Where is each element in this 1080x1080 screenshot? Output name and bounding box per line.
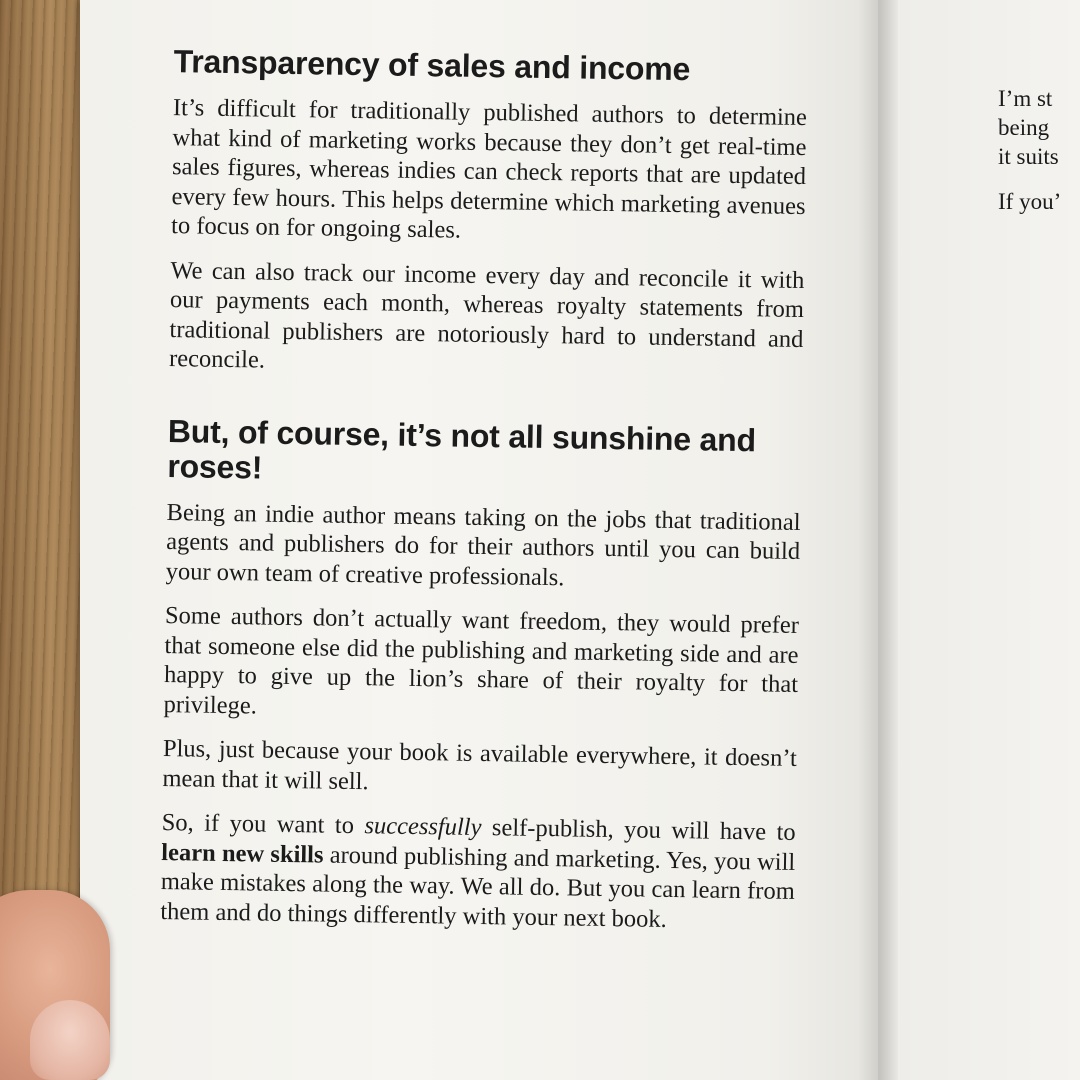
right-line-3: it suits bbox=[998, 144, 1059, 169]
paragraph-2: We can also track our income every day and reconcile it with our payments each month, whereas royalty statements from traditional publishers are notoriously hard to understand and reconcile. bbox=[168, 256, 805, 374]
book-gutter bbox=[858, 0, 898, 1080]
right-line-1: I’m st bbox=[998, 86, 1053, 111]
paragraph-6-part-3: around publishing and marketing. Yes, you will make mistakes along the way. We all do. But you can learn from them and do things differently with your next book. bbox=[160, 841, 796, 933]
left-page-text bbox=[154, 44, 808, 951]
thumbnail bbox=[30, 1000, 110, 1080]
paragraph-6-italic: successfully bbox=[364, 812, 482, 842]
right-paragraph-gap bbox=[998, 171, 1080, 187]
paragraph-6-bold: learn new skills bbox=[161, 838, 324, 869]
paragraph-4: Some authors don’t actually want freedom, they would prefer that someone else did the publishing and marketing side and are happy to give up the lion’s share of their royalty for that privilege. bbox=[163, 602, 800, 719]
right-line-2: being bbox=[998, 115, 1050, 140]
paragraph-1: It’s difficult for traditionally published authors to determine what kind of marketing works because they don’t get real-time sales figures, whereas indies can check reports that are updated every few hours. This helps determine which marketing avenues to focus on for ongoing sales. bbox=[170, 94, 808, 244]
right-line-4: If you’ bbox=[998, 189, 1062, 214]
paragraph-6-part-2: self-publish, you will have to bbox=[481, 814, 796, 846]
paragraph-6-part-1: So, if you want to bbox=[161, 808, 365, 840]
heading-transparency: Transparency of sales and income bbox=[173, 43, 691, 88]
paragraph-3: Being an indie author means taking on the jobs that traditional agents and publishers do for their authors until you can build your own team of creative professionals. bbox=[165, 498, 801, 591]
heading-not-all-sunshine: But, of course, it’s not all sunshine and roses! bbox=[167, 412, 757, 486]
paragraph-6 bbox=[160, 808, 796, 936]
paragraph-5: Plus, just because your book is available everywhere, it doesn’t mean that it will sell. bbox=[162, 735, 798, 795]
right-page-text bbox=[998, 84, 1080, 216]
